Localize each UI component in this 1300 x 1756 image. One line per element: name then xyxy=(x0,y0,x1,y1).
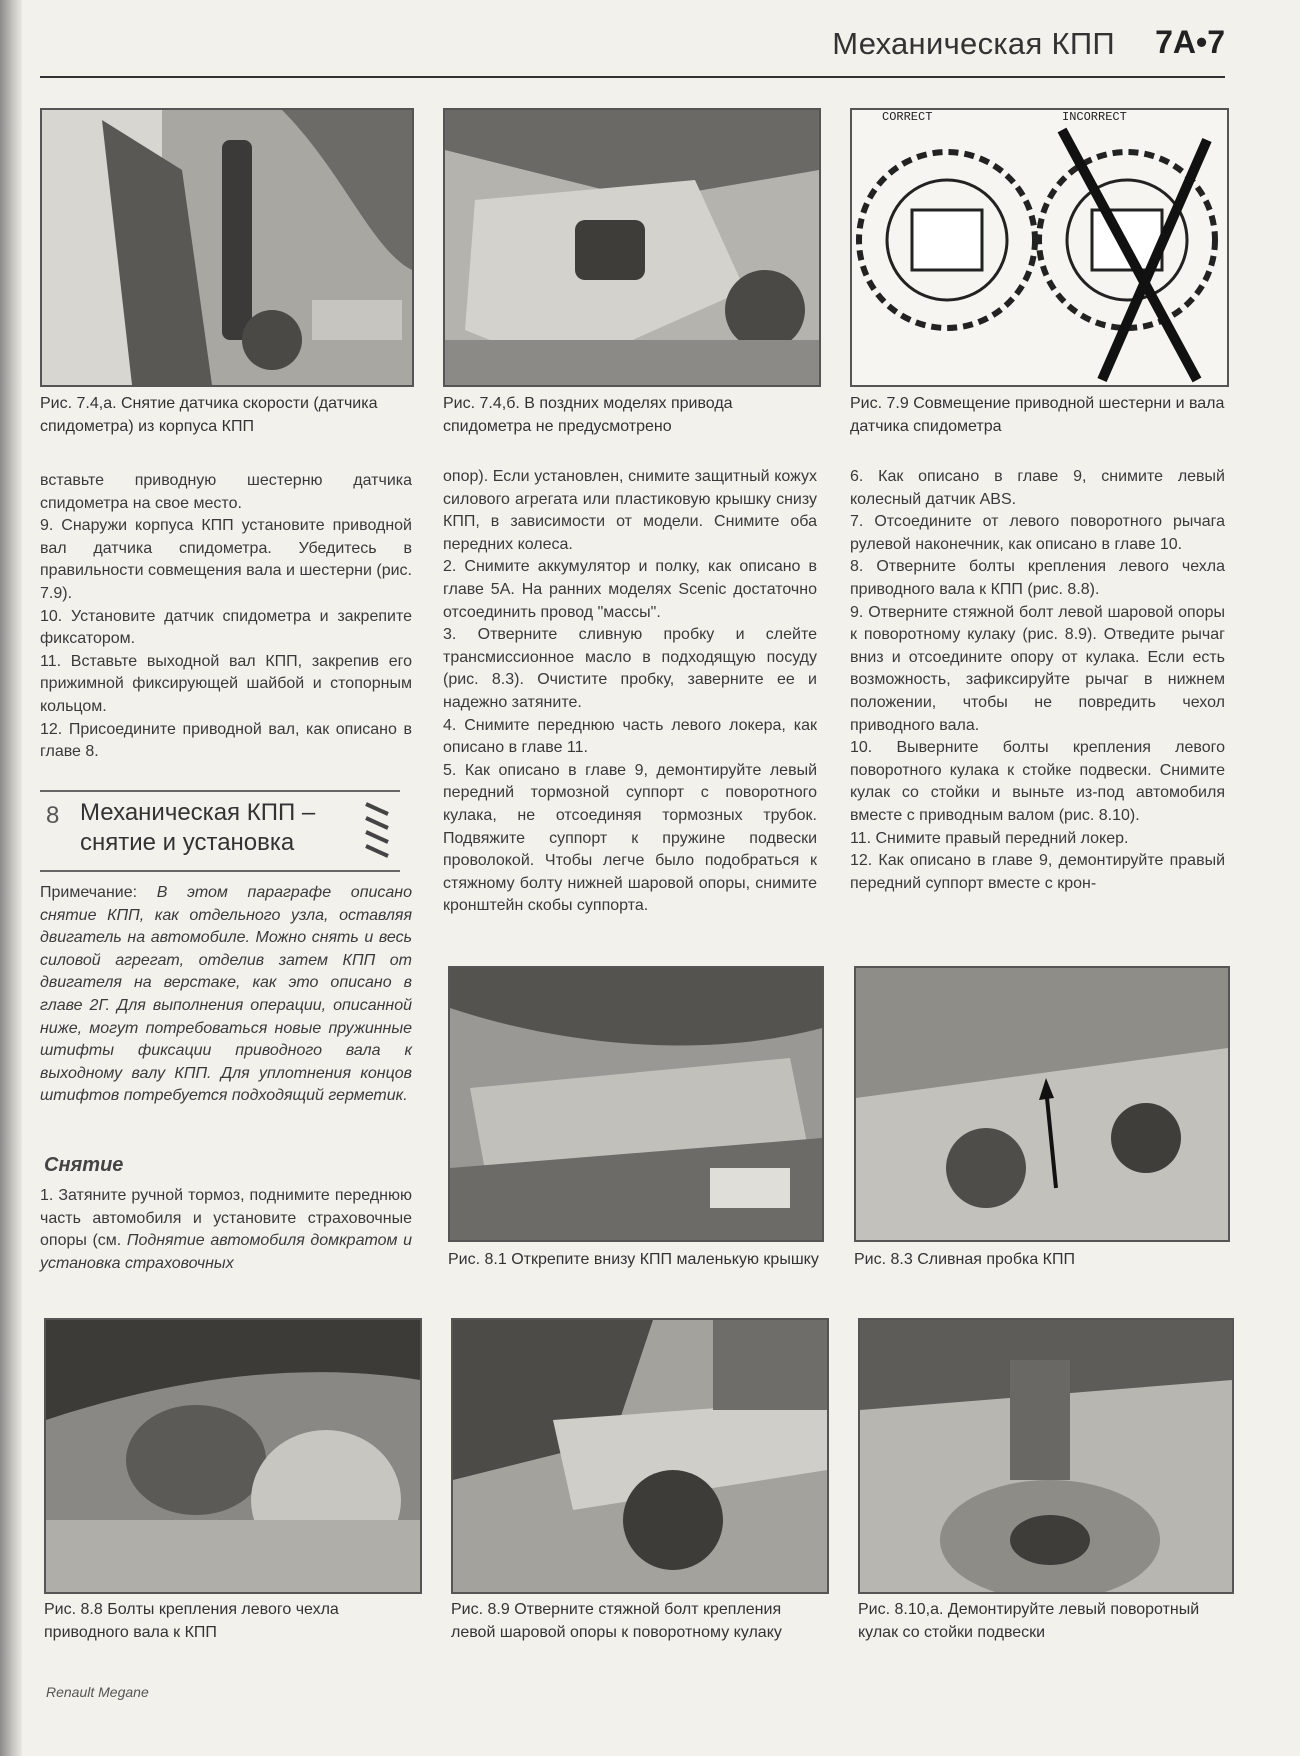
section-title xyxy=(80,798,315,858)
col1-p3: 10. Установите датчик спидометра и закрепите фиксатором. xyxy=(40,607,412,648)
label-incorrect: INCORRECT xyxy=(1062,110,1127,124)
removal-p1-italic: Поднятие автомобиля домкратом и установка страховочных xyxy=(40,1232,413,1272)
note-block xyxy=(40,882,412,1108)
page-number: 7A•7 xyxy=(1155,24,1225,60)
col1-p5: 12. Присоедините приводной вал, как описано в главе 8. xyxy=(40,720,412,761)
section-title-line2: снятие и установка xyxy=(80,829,295,856)
col3-p5: 10. Выверните болты крепления левого поворотного кулака к стойке подвески. Снимите кулак со стойки и выньте из-под автомобиля вместе с приводным валом (рис. 8.10). xyxy=(850,739,1225,824)
photo-fig-7-4b xyxy=(443,108,821,387)
photo-fig-8-9 xyxy=(451,1318,829,1594)
removal-text xyxy=(40,1185,412,1275)
col1-p2: 9. Снаружи корпуса КПП установите приводной вал датчика спидометра. Убедитесь в правильности совмещения вала и шестерни (рис. 7.9). xyxy=(40,517,412,602)
caption-fig-8-10a: Рис. 8.10,а. Демонтируйте левый поворотный кулак со стойки подвески xyxy=(858,1601,1200,1641)
caption-fig-8-3: Рис. 8.3 Сливная пробка КПП xyxy=(854,1251,1075,1268)
col2-p2: 2. Снимите аккумулятор и полку, как описано в главе 5А. На ранних моделях Scenic достаточно отсоединить провод "массы". xyxy=(443,558,817,621)
section-title-line1: Механическая КПП – xyxy=(80,799,316,826)
caption-fig-7-4b: Рис. 7.4,б. В поздних моделях привода спидометра не предусмотрено xyxy=(443,395,733,435)
note-text: В этом параграфе описано снятие КПП, как отдельного узла, оставляя двигатель на автомобиле. Можно снять и весь силовой агрегат, отделив затем КПП от двигателя на верстаке, как это описано в главе 2Г. Для выполнения операции, описанной ниже, могут потребоваться новые пружинные штифты фиксации приводного вала к выходному валу КПП. Для уплотнения концов штифтов потребуется подходящий герметик. xyxy=(40,884,412,1105)
label-correct: CORRECT xyxy=(882,110,933,124)
removal-heading: Снятие xyxy=(44,1154,124,1176)
section-number: 8 xyxy=(46,802,60,829)
photo-fig-8-10a xyxy=(858,1318,1234,1594)
photo-fig-7-4a xyxy=(40,108,414,387)
chapter-title: Механическая КПП xyxy=(832,26,1115,61)
col3-p6: 11. Снимите правый передний локер. xyxy=(850,829,1129,847)
caption-fig-7-9: Рис. 7.9 Совмещение приводной шестерни и вала датчика спидометра xyxy=(850,395,1225,435)
col2-p3: 3. Отверните сливную пробку и слейте трансмиссионное масло в подходящую посуду (рис. 8.3). Очистите пробку, заверните ее и надежно затяните. xyxy=(443,626,817,711)
photo-fig-8-3 xyxy=(854,966,1230,1242)
removal-p1-start: 1. Затяните ручной тормоз, поднимите переднюю часть автомобиля и установите страховочные опоры (см. xyxy=(40,1187,412,1250)
col1-p4: 11. Вставьте выходной вал КПП, закрепив его прижимной фиксирующей шайбой и стопорным кольцом. xyxy=(40,652,412,715)
col3-p4: 9. Отверните стяжной болт левой шаровой опоры к поворотному кулаку (рис. 8.9). Отведите рычаг вниз и отсоедините опору от кулака. Если есть возможность, зафиксируйте рычаг в нижнем положении, чтобы не повредить чехол приводного вала. xyxy=(850,603,1225,734)
caption-fig-8-1: Рис. 8.1 Открепите внизу КПП маленькую крышку xyxy=(448,1251,819,1268)
caption-fig-8-8: Рис. 8.8 Болты крепления левого чехла приводного вала к КПП xyxy=(44,1601,339,1641)
col1-text xyxy=(40,470,412,764)
col3-p1: 6. Как описано в главе 9, снимите левый колесный датчик ABS. xyxy=(850,468,1225,508)
col3-p2: 7. Отсоедините от левого поворотного рычага рулевой наконечник, как описано в главе 10. xyxy=(850,513,1225,553)
page-header xyxy=(40,20,1225,78)
diagram-fig-7-9 xyxy=(850,108,1229,387)
footer-book-title: Renault Megane xyxy=(46,1684,149,1700)
col3-p3: 8. Отверните болты крепления левого чехла приводного вала к КПП (рис. 8.8). xyxy=(850,558,1225,598)
photo-fig-8-1 xyxy=(448,966,824,1242)
col2-p1: опор). Если установлен, снимите защитный кожух силового агрегата или пластиковую крышку снизу КПП, в зависимости от модели. Снимите оба передних колеса. xyxy=(443,468,817,553)
note-label: Примечание: xyxy=(40,884,138,901)
caption-fig-8-9: Рис. 8.9 Отверните стяжной болт крепления левой шаровой опоры к поворотному кулаку xyxy=(451,1601,782,1641)
col2-p5: 5. Как описано в главе 9, демонтируйте левый передний тормозной суппорт с поворотного кулака, не отсоединяя тормозных трубок. Подвяжите суппорт к пружине подвески проволокой. Чтобы легче было подобраться к стяжному болту нижней шаровой опоры, снимите кронштейн скобы суппорта. xyxy=(443,761,817,915)
photo-fig-8-8 xyxy=(44,1318,422,1594)
col3-p7: 12. Как описано в главе 9, демонтируйте правый передний суппорт вместе с крон- xyxy=(850,852,1225,892)
section-heading xyxy=(40,790,400,872)
book-spine-shadow xyxy=(0,0,22,1756)
col3-text xyxy=(850,466,1225,895)
col2-text xyxy=(443,466,817,918)
col1-p1: вставьте приводную шестерню датчика спидометра на свое место. xyxy=(40,472,412,512)
caption-fig-7-4a: Рис. 7.4,а. Снятие датчика скорости (датчика спидометра) из корпуса КПП xyxy=(40,395,378,435)
col2-p4: 4. Снимите переднюю часть левого локера, как описано в главе 11. xyxy=(443,716,817,757)
difficulty-icon xyxy=(362,800,392,860)
